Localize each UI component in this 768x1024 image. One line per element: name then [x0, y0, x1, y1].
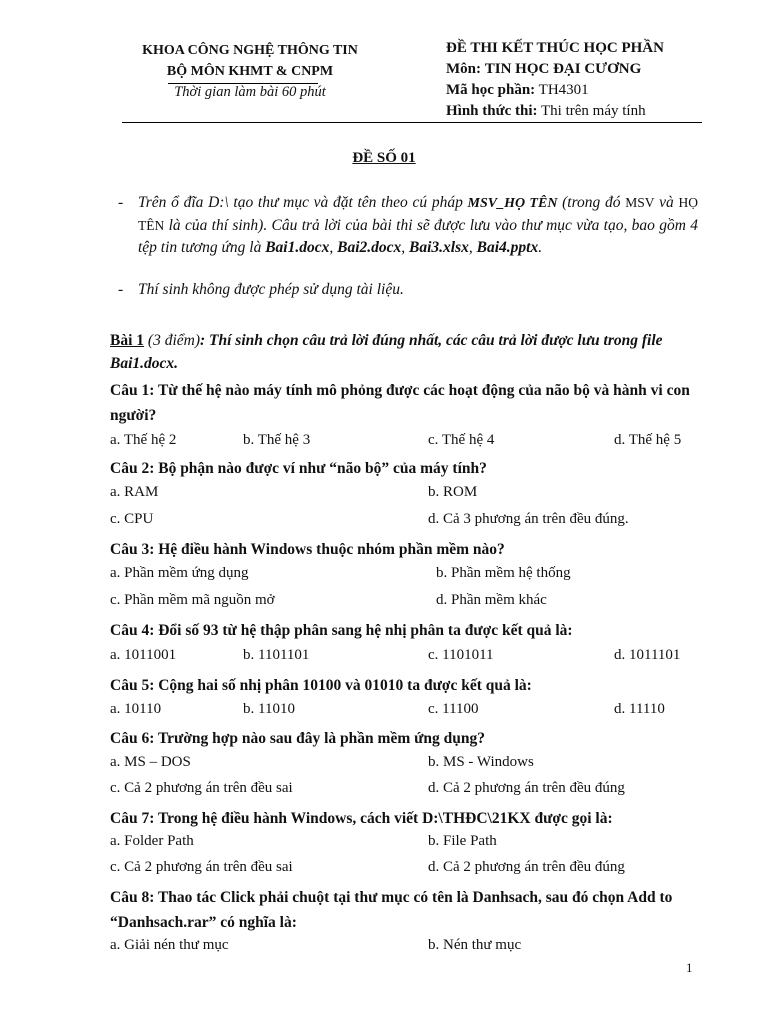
question-8: Câu 8: Thao tác Click phải chuột tại thư mục có tên là Danhsach, sau đó chọn Add to “Danhsach.rar” có nghĩa là:	[110, 889, 673, 931]
q3-option-c: c. Phần mềm mã nguồn mở	[110, 592, 275, 608]
instruction-item	[118, 192, 698, 259]
instruction-item	[118, 279, 698, 301]
question-5: Câu 5: Cộng hai số nhị phân 10100 và 01010 ta được kết quả là:	[110, 677, 532, 694]
q5-option-c: c. 11100	[428, 701, 479, 717]
q1-option-a: a. Thế hệ 2	[110, 432, 177, 448]
header-left	[120, 40, 380, 103]
question-6: Câu 6: Trường hợp nào sau đây là phần mềm ứng dụng?	[110, 730, 486, 747]
q4-option-a: a. 1011001	[110, 647, 177, 663]
q7-option-d: d. Cả 2 phương án trên đều đúng	[428, 859, 625, 875]
question-7: Câu 7: Trong hệ điều hành Windows, cách viết D:\THĐC\21KX được gọi là:	[110, 810, 613, 827]
exam-duration: Thời gian làm bài 60 phút	[174, 84, 326, 100]
course-code-value: TH4301	[538, 82, 589, 98]
q5-option-a: a. 10110	[110, 701, 162, 717]
q2-option-c: c. CPU	[110, 511, 154, 527]
q6-option-d: d. Cả 2 phương án trên đều đúng	[428, 780, 625, 796]
q1-option-c: c. Thế hệ 4	[428, 432, 495, 448]
q2-option-a: a. RAM	[110, 484, 159, 500]
q4-option-b: b. 1101101	[243, 647, 310, 663]
header-divider	[122, 122, 702, 123]
q3-option-b: b. Phần mềm hệ thống	[436, 565, 571, 581]
q5-option-d: d. 11110	[614, 701, 665, 717]
question-1: Câu 1: Từ thế hệ nào máy tính mô phỏng được các hoạt động của não bộ và hành vi con người?	[110, 382, 690, 424]
q7-option-b: b. File Path	[428, 833, 497, 849]
q7-option-a: a. Folder Path	[110, 833, 194, 849]
page-number: 1	[686, 960, 693, 975]
folder-name-syntax: MSV_HỌ TÊN	[467, 196, 558, 211]
question-4: Câu 4: Đổi số 93 từ hệ thập phân sang hệ nhị phân ta được kết quả là:	[110, 622, 573, 639]
task-label: Bài 1	[110, 332, 145, 349]
q4-option-d: d. 1011101	[614, 647, 681, 663]
q4-option-c: c. 1101011	[428, 647, 494, 663]
q1-option-d: d. Thế hệ 5	[614, 432, 682, 448]
q6-option-b: b. MS - Windows	[428, 754, 534, 770]
exam-form-label: Hình thức thi:	[446, 103, 538, 119]
course-code-label: Mã học phần:	[446, 82, 536, 98]
department-name: BỘ MÔN KHMT & CNPM	[166, 64, 334, 79]
task-heading	[110, 329, 706, 375]
q8-option-a: a. Giải nén thư mục	[110, 937, 229, 953]
bullet-dash: -	[118, 281, 124, 298]
q7-option-c: c. Cả 2 phương án trên đều sai	[110, 859, 293, 875]
question-2: Câu 2: Bộ phận nào được ví như “não bộ” của máy tính?	[110, 460, 487, 477]
task-text: : Thí sinh chọn câu trả lời đúng nhất, các câu trả lời được lưu trong file Bai1.docx.	[110, 332, 663, 372]
exam-form-value: Thi trên máy tính	[541, 103, 646, 119]
subject-value: TIN HỌC ĐẠI CƯƠNG	[484, 61, 642, 77]
q5-option-b: b. 11010	[243, 701, 295, 717]
faculty-name: KHOA CÔNG NGHỆ THÔNG TIN	[142, 43, 358, 58]
question-3: Câu 3: Hệ điều hành Windows thuộc nhóm phần mềm nào?	[110, 541, 505, 558]
task-points: (3 điểm)	[144, 332, 200, 349]
exam-number: ĐỀ SỐ 01	[352, 150, 416, 166]
q1-option-b: b. Thế hệ 3	[243, 432, 311, 448]
header-left-underline	[168, 83, 318, 84]
exam-title: ĐỀ THI KẾT THÚC HỌC PHẦN	[446, 40, 664, 56]
q3-option-d: d. Phần mềm khác	[436, 592, 547, 608]
subject-label: Môn:	[446, 61, 481, 77]
instruction-text: Trên ổ đĩa D:\ tạo thư mục và đặt tên theo cú pháp MSV_HỌ TÊN (trong đó MSV và HỌ TÊN là của thí sinh). Câu trả lời của bài thi sẽ được lưu vào thư mục vừa tạo, bao gồm 4 tệp tin tương ứng là Bai1.docx, Bai2.docx, Bai3.xlsx, Bai4.pptx.	[138, 194, 698, 256]
q2-option-b: b. ROM	[428, 484, 478, 500]
q3-option-a: a. Phần mềm ứng dụng	[110, 565, 249, 581]
bullet-dash: -	[118, 194, 124, 211]
q6-option-a: a. MS – DOS	[110, 754, 191, 770]
instruction-text: Thí sinh không được phép sử dụng tài liệu.	[138, 281, 404, 298]
header-right	[446, 38, 664, 122]
q2-option-d: d. Cả 3 phương án trên đều đúng.	[428, 511, 629, 527]
q6-option-c: c. Cả 2 phương án trên đều sai	[110, 780, 293, 796]
q8-option-b: b. Nén thư mục	[428, 937, 522, 953]
